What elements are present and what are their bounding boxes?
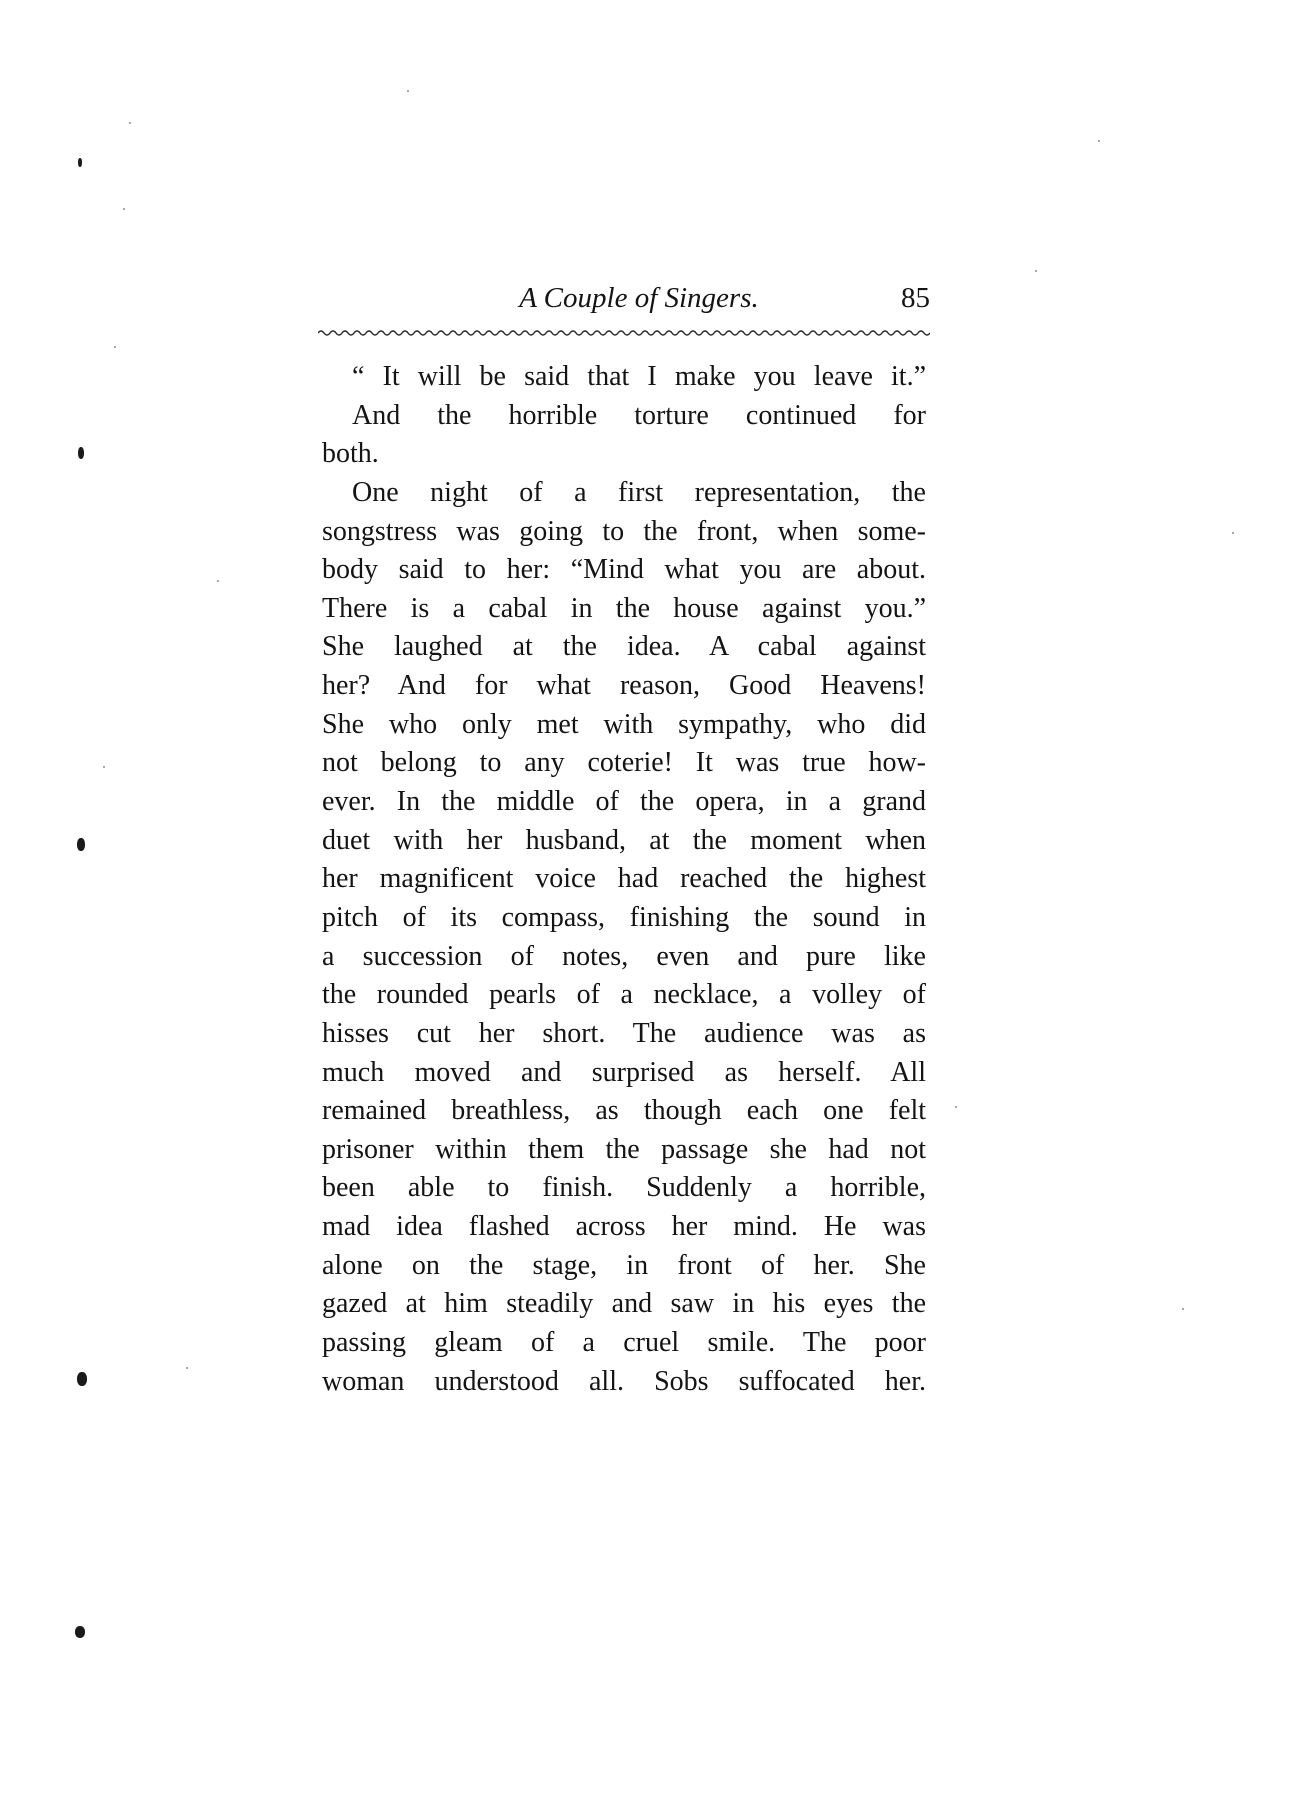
text-line: One night of a first representation, the bbox=[352, 476, 926, 508]
text-line: the rounded pearls of a necklace, a volley of bbox=[322, 979, 926, 1011]
scan-dust bbox=[217, 580, 219, 582]
scan-dust bbox=[129, 122, 131, 124]
text-line: She laughed at the idea. A cabal against bbox=[322, 631, 926, 663]
scan-dust bbox=[114, 346, 116, 348]
text-line: a succession of notes, even and pure like bbox=[322, 940, 926, 972]
scan-dust bbox=[103, 766, 105, 768]
page-number: 85 bbox=[901, 282, 930, 314]
text-line: prisoner within them the passage she had not bbox=[322, 1133, 926, 1165]
running-head bbox=[318, 282, 930, 322]
scan-dust bbox=[1182, 1308, 1184, 1310]
text-line: songstress was going to the front, when some- bbox=[322, 515, 926, 547]
scan-speck bbox=[78, 447, 84, 459]
text-line: “ It will be said that I make you leave it.” bbox=[352, 361, 926, 392]
text-line: her? And for what reason, Good Heavens! bbox=[322, 670, 926, 702]
text-line: mad idea flashed across her mind. He was bbox=[322, 1211, 926, 1243]
text-line: been able to finish. Suddenly a horrible, bbox=[322, 1172, 926, 1204]
text-line: body said to her: “Mind what you are about. bbox=[322, 554, 926, 586]
text-line: her magnificent voice had reached the highest bbox=[322, 863, 926, 895]
scan-dust bbox=[123, 208, 125, 210]
text-line: pitch of its compass, finishing the sound in bbox=[322, 901, 926, 933]
text-line: remained breathless, as though each one felt bbox=[322, 1095, 926, 1127]
scan-dust bbox=[955, 1106, 957, 1108]
text-line: gazed at him steadily and saw in his eyes the bbox=[322, 1288, 926, 1320]
scan-speck bbox=[75, 1626, 85, 1638]
text-line: hisses cut her short. The audience was as bbox=[322, 1017, 926, 1049]
text-line: woman understood all. Sobs suffocated her. bbox=[322, 1365, 926, 1397]
text-line: There is a cabal in the house against you.” bbox=[322, 592, 926, 624]
scan-dust bbox=[1098, 140, 1100, 142]
scan-speck bbox=[78, 158, 82, 167]
ornamental-wavy-rule bbox=[318, 329, 930, 337]
running-title: A Couple of Singers. bbox=[519, 282, 759, 314]
text-line: much moved and surprised as herself. All bbox=[322, 1056, 926, 1088]
body-text bbox=[322, 358, 926, 1401]
scan-dust bbox=[407, 90, 409, 92]
text-line: And the horrible torture continued for bbox=[352, 399, 926, 431]
scan-speck bbox=[77, 838, 85, 851]
scan-dust bbox=[1035, 270, 1037, 272]
text-line: both. bbox=[322, 438, 379, 470]
text-line: duet with her husband, at the moment when bbox=[322, 824, 926, 856]
text-line: not belong to any coterie! It was true how- bbox=[322, 747, 926, 779]
scan-speck bbox=[77, 1372, 87, 1386]
text-line: passing gleam of a cruel smile. The poor bbox=[322, 1327, 926, 1359]
text-line: ever. In the middle of the opera, in a grand bbox=[322, 786, 926, 818]
text-line: She who only met with sympathy, who did bbox=[322, 708, 926, 740]
scan-dust bbox=[186, 1367, 188, 1369]
scan-dust bbox=[1232, 532, 1234, 534]
text-line: alone on the stage, in front of her. She bbox=[322, 1249, 926, 1281]
